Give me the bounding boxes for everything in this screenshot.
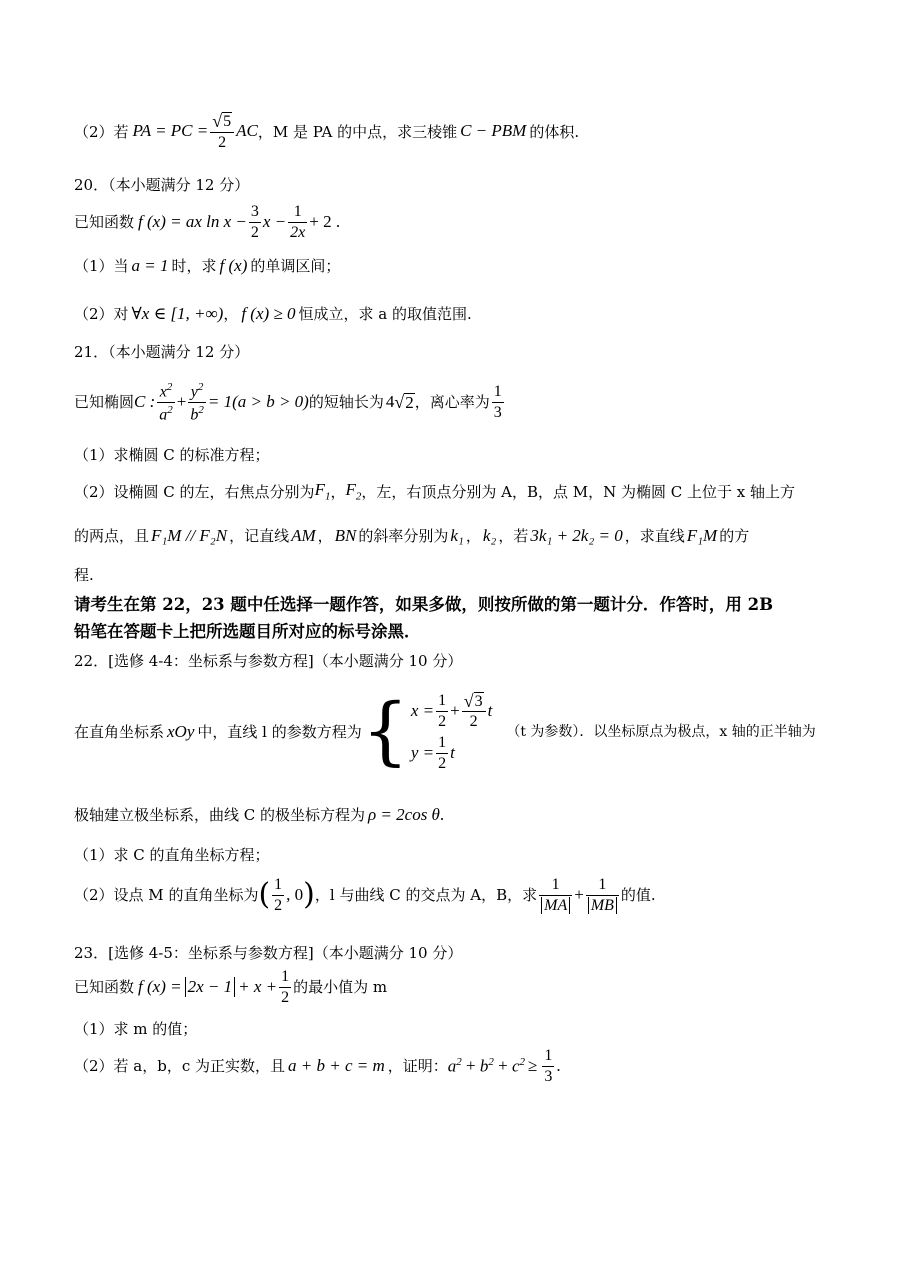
q22-part1 — [74, 846, 830, 864]
q22-brace: { — [361, 688, 409, 775]
q23-ge: ≥ — [528, 1055, 538, 1075]
q22-stem-mid: 中，直线 l 的参数方程为 — [197, 723, 362, 741]
q20-f2-den: 2x — [290, 223, 306, 241]
q21-ecc — [492, 383, 504, 421]
q20-p2-forall: ∀x ∈ [1, +∞) — [131, 304, 224, 323]
q22-xoy: xOy — [167, 721, 195, 741]
q19-ac: AC — [236, 121, 258, 141]
q22-row2-num: 1 — [438, 734, 447, 752]
q22-row1-frac1 — [436, 692, 448, 730]
q21-p2-l2c: 的斜率分别为 — [358, 527, 449, 546]
q20-part1 — [74, 256, 830, 276]
q19-suffix: 的体积. — [529, 122, 580, 141]
q21-bn: BN — [334, 526, 357, 545]
q21-ecc-den: 3 — [493, 403, 502, 421]
q21-frac-y: $\frac{y^2}{b^2}$ — [190, 381, 204, 424]
q23-header-text: 23．[选修 4-5：坐标系与参数方程]（本小题满分 10 分） — [74, 944, 463, 962]
q23-header — [74, 944, 830, 962]
q22-system — [411, 690, 493, 774]
q23-half — [279, 968, 291, 1006]
q22-row1-f1-den: 2 — [438, 712, 447, 730]
q21-mid: 的短轴长为 — [308, 393, 384, 412]
q21-k1: k₁ — [450, 526, 464, 545]
notice-line1 — [74, 595, 830, 615]
q23-abs: 2x − 1 — [185, 977, 236, 997]
q21-parallel: F₁M // F₂N — [151, 526, 228, 545]
q23-stem-suffix: 的最小值为 m — [293, 978, 388, 997]
q22-row1-frac2: √ 3 2 — [462, 692, 486, 731]
q22-row1-lhs: x = — [410, 701, 435, 721]
q22-row2 — [411, 734, 493, 772]
q20-f2-num: 1 — [293, 203, 302, 220]
q22-row1-sqrt: 3 — [474, 692, 483, 710]
q20-fx: f (x) = ax ln x − — [138, 211, 247, 231]
q22-pt-den: 2 — [274, 896, 283, 914]
q19-pyramid: C − PBM — [460, 121, 527, 141]
q21-part2-line3 — [74, 566, 830, 584]
q22-line2 — [74, 805, 830, 825]
q19-eq-lhs: PA = PC = — [132, 121, 209, 141]
q23-part1 — [74, 1020, 830, 1038]
q21-p2-l3: 程. — [74, 566, 94, 584]
q22-row1-f1-num: 1 — [438, 692, 447, 710]
q19-mid-text: ，M 是 PA 的中点，求三棱锥 — [257, 122, 458, 141]
q23-sq-a: a — [447, 1056, 457, 1076]
q20-part2 — [74, 304, 830, 324]
q22-row2-den: 2 — [438, 754, 447, 772]
q20-header — [74, 176, 830, 194]
q20-p1-suffix: 的单调区间； — [250, 257, 341, 276]
q20-f1-den: 2 — [250, 223, 259, 241]
q22-p2-c: 的值. — [620, 886, 656, 905]
q23-sq-b: b — [479, 1056, 489, 1076]
q21-p2-l2d: ，若 — [498, 527, 529, 546]
q21-x: x — [159, 383, 167, 401]
q21-stem: 已知椭圆 C : $\frac{x^2}{a^2}$ + $\frac{y^2}{b^2}$ = 1(a > b > 0) 的短轴长为 4 √ 2 ，离心率为 $\frac{1}{3}$ — [74, 381, 502, 424]
q23-r-den: 3 — [544, 1067, 553, 1085]
q21-p2-l2f: 的方 — [719, 527, 750, 546]
q23-p2-b: ，证明： — [387, 1057, 448, 1076]
q22-p1-text: （1）求 C 的直角坐标方程； — [74, 846, 270, 864]
q20-p1-f: f (x) — [219, 256, 248, 275]
q22-row2-t: t — [450, 743, 455, 763]
q21-part1 — [74, 446, 830, 464]
q22-row1-f2-den: 2 — [469, 713, 478, 731]
q21-ecc-text: ，离心率为 — [414, 393, 490, 412]
q21-frac-x: $\frac{x^2}{a^2}$ — [159, 381, 173, 424]
notice-line2 — [74, 622, 830, 642]
q23-r-num: 1 — [544, 1047, 553, 1064]
q21-sqrt: √ 2 — [394, 391, 414, 412]
q21-eq-rest: = 1(a > b > 0) — [207, 392, 309, 412]
q22-line2-a: 极轴建立极坐标系，曲线 C 的极坐标方程为 — [74, 806, 366, 825]
q22-ma-frac: $\frac{1}{MA}$ — [539, 876, 572, 914]
q20-header-text: 20．（本小题满分 12 分） — [74, 176, 250, 194]
q23-p2-a: （2）若 a，b，c 为正实数，且 — [74, 1057, 286, 1076]
q22-row2-lhs: y = — [410, 743, 435, 763]
q22-ma: MA — [541, 897, 570, 914]
q20-stem-prefix: 已知函数 — [74, 213, 135, 232]
q22-polar: ρ = 2cos θ — [368, 805, 440, 824]
q20-frac1 — [249, 203, 261, 241]
q19-part2-prefix: （2）若 — [74, 122, 129, 141]
q20-p1-cond: a = 1 — [131, 256, 169, 275]
q23-third — [542, 1047, 554, 1085]
q21-header — [74, 343, 830, 361]
q22-mb: MB — [588, 897, 617, 914]
q20-p2-suffix: 恒成立，求 a 的取值范围. — [298, 305, 472, 324]
q21-am: AM — [291, 526, 316, 545]
q20-frac2 — [288, 203, 307, 241]
q22-row1-t: t — [487, 701, 493, 721]
q22-stem — [74, 684, 830, 780]
q21-c-label: C : — [134, 392, 156, 412]
q21-k2: k₂ — [482, 526, 497, 545]
q21-f1m: F₁M — [686, 526, 718, 545]
q20-p2-prefix: （2）对 — [74, 305, 129, 324]
q23-p1-text: （1）求 m 的值； — [74, 1020, 198, 1038]
q21-p2-l2e: ，求直线 — [624, 527, 685, 546]
q21-p1-text: （1）求椭圆 C 的标准方程； — [74, 446, 270, 464]
q21-p2-l2a: 的两点，且 — [74, 527, 150, 546]
q23-h-num: 1 — [281, 968, 290, 985]
q21-b: b — [190, 406, 199, 424]
q22-row1 — [411, 692, 493, 731]
q21-axis-len: 4 — [385, 392, 395, 412]
q22-mb-frac: $\frac{1}{MB}$ — [586, 876, 619, 914]
q20-f1-num: 3 — [250, 203, 259, 220]
q22-row2-frac — [436, 734, 448, 772]
notice-line2-text: 铅笔在答题卡上把所选题目所对应的标号涂黑． — [74, 622, 421, 641]
q21-part2-line2: 的两点，且 F₁M // F₂N ，记直线 AM ， BN 的斜率分别为 k₁ ， k₂ ，若 3k₁ + 2k₂ = 0 ，求直线 F₁M 的方 — [74, 526, 750, 546]
q23-fx: f (x) = — [138, 976, 182, 996]
q21-ecc-num: 1 — [493, 383, 502, 401]
q21-k-eq: 3k₁ + 2k₂ = 0 — [530, 526, 623, 545]
q21-p2-l1a: （2）设椭圆 C 的左，右焦点分别为 — [74, 482, 315, 501]
q23-part2: （2）若 a，b，c 为正实数，且 a + b + c = m ，证明： $a^2$ + $b^2$ + $c^2$ ≥ $\frac{1}{3}$ . — [74, 1047, 561, 1085]
q20-p1-prefix: （1）当 — [74, 257, 129, 276]
q21-f1: F — [314, 480, 325, 499]
q22-p2-b: ，l 与曲线 C 的交点为 A，B，求 — [314, 886, 538, 905]
q20-p2-ineq: f (x) ≥ 0 — [241, 304, 296, 323]
q22-header-text: 22．[选修 4-4：坐标系与参数方程]（本小题满分 10 分） — [74, 652, 463, 670]
q20-stem — [74, 203, 830, 241]
q21-a: a — [159, 406, 168, 424]
q22-pt-y: , 0 — [286, 884, 304, 904]
q23-h-den: 2 — [281, 988, 290, 1006]
q21-p2-l2b: ，记直线 — [229, 527, 290, 546]
q21-comma: ， — [317, 527, 333, 546]
notice-line1-text: 请考生在第 22，23 题中任选择一题作答，如果多做，则按所做的第一题计分．作答时，用 2B — [74, 595, 774, 614]
q21-header-text: 21．（本小题满分 12 分） — [74, 343, 250, 361]
q19-fraction: √ 5 2 — [210, 112, 234, 151]
q20-p1-mid: 时，求 — [171, 257, 217, 276]
q19-sqrt-num: 5 — [223, 113, 232, 130]
q22-pt-frac — [272, 876, 284, 914]
q20-p2-comma: ， — [223, 305, 239, 324]
q22-part2: （2）设点 M 的直角坐标为 ( $\frac{1}{2}$ , 0 ) ，l 与曲线 C 的交点为 A，B，求 $\frac{1}{MA}$ + $\frac{1}{MB}$ 的值. — [74, 876, 656, 914]
q20-x1: x − — [262, 211, 287, 231]
q21-part2-line1: （2）设椭圆 C 的左，右焦点分别为 $F_1$ ， $F_2$ ，左，右顶点分别为 A，B，点 M，N 为椭圆 C 上位于 x 轴上方 — [74, 480, 796, 503]
q23-plus-x: + x + — [238, 976, 278, 996]
q21-f2: F — [345, 480, 356, 499]
q21-sqrt2: 2 — [405, 392, 414, 412]
q23-dot: . — [556, 1055, 561, 1075]
q22-param-note: （t 为参数）．以坐标原点为极点，x 轴的正半轴为 — [506, 723, 816, 740]
q20-tail: + 2 . — [309, 211, 341, 231]
q21-y: y — [190, 383, 198, 401]
q22-pt-num: 1 — [274, 876, 283, 893]
q21-stem-prefix: 已知椭圆 — [74, 393, 135, 412]
q22-stem-prefix: 在直角坐标系 — [74, 723, 165, 741]
q23-stem-prefix: 已知函数 — [74, 978, 135, 997]
q19-den: 2 — [218, 133, 227, 151]
q19-part2 — [74, 112, 830, 151]
q23-stem — [74, 968, 830, 1006]
q21-p2-l1b: ，左，右顶点分别为 A，B，点 M，N 为椭圆 C 上位于 x 轴上方 — [361, 482, 796, 501]
q23-sum: a + b + c = m — [288, 1055, 385, 1075]
q22-row1-plus: + — [450, 701, 460, 721]
q23-sq-c: c — [511, 1056, 520, 1076]
q22-line2-b: . — [439, 805, 445, 824]
q22-header — [74, 652, 830, 670]
q22-p2-a: （2）设点 M 的直角坐标为 — [74, 886, 259, 905]
